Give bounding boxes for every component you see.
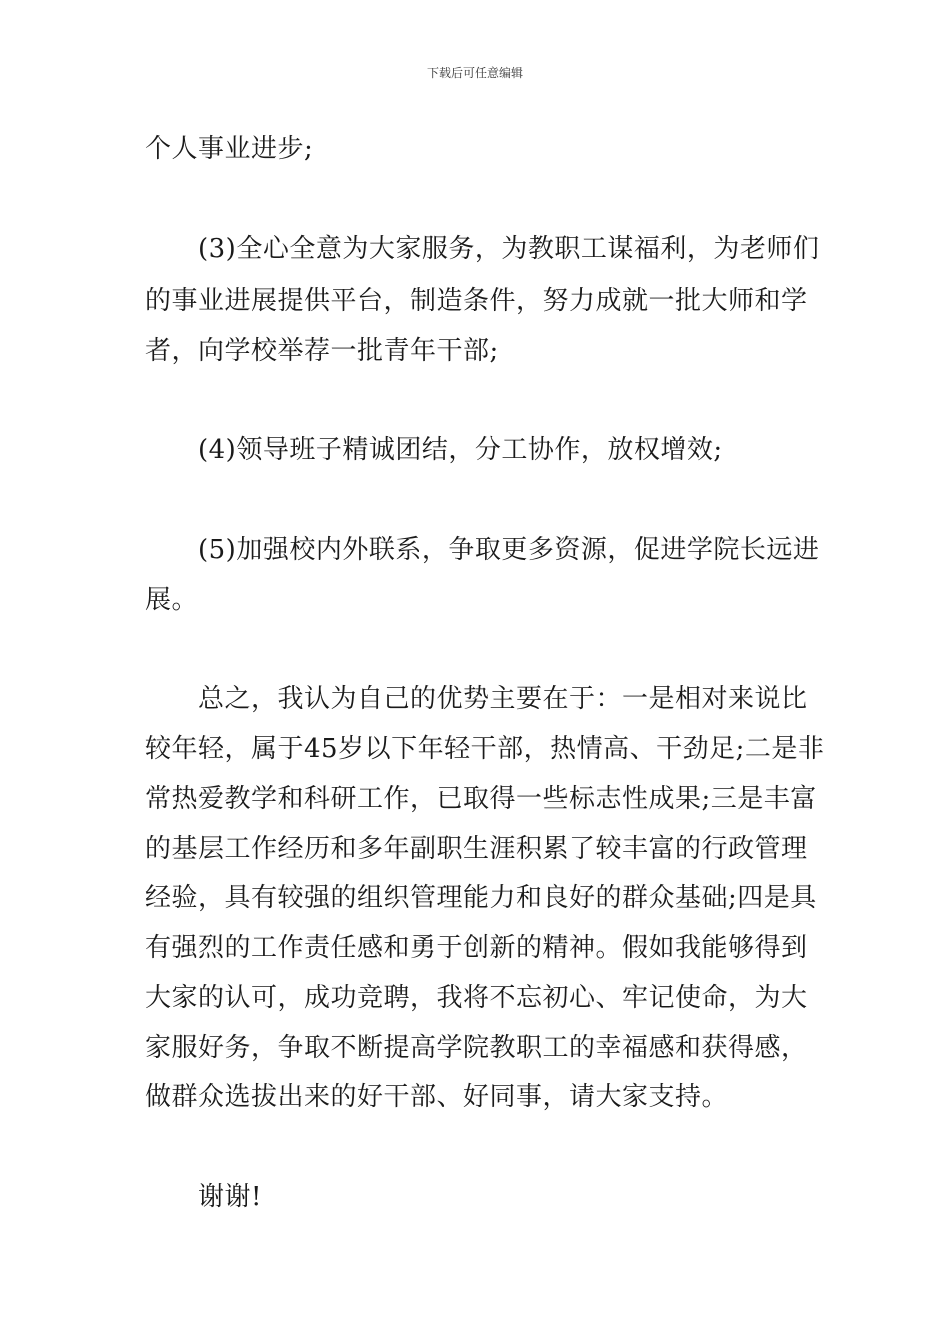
page-header: 下载后可任意编辑 [426, 66, 523, 80]
text-line: 的基层工作经历和多年副职生涯积累了较丰富的行政管理 [145, 834, 808, 864]
text-line: 常热爱教学和科研工作，已取得一些标志性成果;三是丰富 [145, 784, 817, 814]
text-line: 有强烈的工作责任感和勇于创新的精神。假如我能够得到 [145, 933, 808, 963]
text-line: 做群众选拔出来的好干部、好同事，请大家支持。 [145, 1082, 729, 1112]
text-line: 谢谢! [198, 1182, 262, 1212]
text-line: 大家的认可，成功竞聘，我将不忘初心、牢记使命，为大 [145, 983, 808, 1013]
text-line: 经验，具有较强的组织管理能力和良好的群众基础;四是具 [145, 883, 817, 913]
text-line: 展。 [145, 585, 199, 615]
text-line: (5)加强校内外联系，争取更多资源，促进学院长远进 [198, 535, 820, 565]
text-line: 较年轻，属于45岁以下年轻干部，热情高、干劲足;二是非 [145, 734, 825, 764]
text-line: 的事业进展提供平台，制造条件，努力成就一批大师和学 [145, 286, 808, 316]
text-line: (3)全心全意为大家服务，为教职工谋福利，为老师们 [198, 234, 820, 264]
text-line: 家服好务，争取不断提高学院教职工的幸福感和获得感， [145, 1033, 808, 1063]
text-line: (4)领导班子精诚团结，分工协作，放权增效; [198, 435, 723, 465]
text-line: 者，向学校举荐一批青年干部; [145, 336, 499, 366]
text-line: 个人事业进步; [145, 134, 314, 164]
text-line: 总之，我认为自己的优势主要在于：一是相对来说比 [198, 684, 808, 714]
